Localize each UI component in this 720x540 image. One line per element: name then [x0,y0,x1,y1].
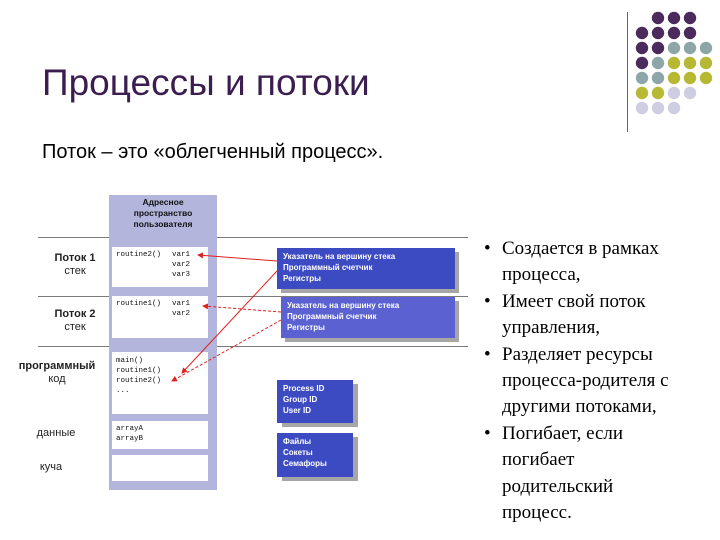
stack2-var: var2 [172,310,191,318]
bullet-line: процесса-родителя с [502,370,669,392]
thread1-label-line: стек [64,265,86,277]
bullet-line: управления, [502,317,601,339]
code-label-line: программный [18,360,96,372]
decorative-dot [668,87,680,99]
stack1-routine: routine2() [116,251,162,259]
stack2-var: var1 [172,300,191,308]
page-subtitle: Поток – это «облегченный процесс». [42,141,384,163]
process-info-line: User ID [283,406,312,415]
resources-line: Сокеты [283,448,313,457]
decorative-dot [636,27,648,39]
page-title: Процессы и потоки [42,62,370,103]
decorative-dot [652,57,664,69]
decorative-dot [652,42,664,54]
address-space-title-line: Адресное [142,197,184,207]
bullet-item [480,342,710,421]
decorative-dot [668,72,680,84]
decorative-dot [684,27,696,39]
bullet-line: процесса, [502,264,581,286]
data-line: arrayA [116,425,144,433]
thread2-label-line: стек [64,321,86,333]
bullet-line: погибает [502,449,575,471]
code-line: main() [116,357,144,365]
thread1-box-line: Регистры [283,274,321,283]
bullet-line: Имеет свой поток [502,290,646,312]
bullet-marker: • [484,343,491,365]
bullet-list [480,236,710,526]
stack2-routine: routine1() [116,300,162,308]
decorative-dot [668,12,680,24]
thread1-label-line: Поток 1 [54,252,96,264]
decorative-dot [652,102,664,114]
thread2-box-line: Указатель на вершину стека [287,301,400,310]
stack1-var: var1 [172,251,191,259]
thread1-box-line: Программный счетчик [283,263,373,272]
bullet-line: процесс. [502,502,572,524]
decorative-dot [652,12,664,24]
decorative-dot [700,72,712,84]
arrow-thread1-code [182,271,277,373]
decorative-dot [684,42,696,54]
code-label-line: код [48,373,66,385]
stack1-var: var2 [172,261,191,269]
process-info-line: Process ID [283,384,325,393]
decorative-dot [652,27,664,39]
decorative-dot [668,27,680,39]
thread2-box-line: Регистры [287,323,325,332]
decorative-dot [636,72,648,84]
decorative-dot [684,12,696,24]
arrow-thread2-code [172,320,281,381]
address-space-title-line: пользователя [133,219,193,229]
resources-line: Семафоры [283,459,327,468]
resources-line: Файлы [283,437,312,446]
decorative-dot [700,57,712,69]
thread1-box-line: Указатель на вершину стека [283,252,396,261]
decorative-dot [636,57,648,69]
decorative-dot [684,57,696,69]
header-divider-line [627,12,628,132]
decorative-dot [636,102,648,114]
data-line: arrayB [116,435,144,443]
thread2-box-line: Программный счетчик [287,312,377,321]
bullet-item [480,236,710,289]
bullet-line: родительский [502,475,614,497]
bullet-marker: • [484,290,491,312]
heap-label: куча [39,461,63,473]
bullet-line: другими потоками, [502,396,657,418]
decorative-dot [636,87,648,99]
decorative-dot [652,72,664,84]
bullet-marker: • [484,238,491,259]
decorative-dot [684,87,696,99]
decorative-dot [668,42,680,54]
data-label: данные [36,427,76,439]
process-info-line: Group ID [283,395,318,404]
decorative-dot [636,42,648,54]
code-line: routine1() [116,367,162,375]
address-space-title-line: пространство [133,208,193,218]
bullet-marker: • [484,422,491,444]
stack1-var: var3 [172,271,191,279]
decorative-dot [684,72,696,84]
bullet-item [480,421,710,527]
decorative-dot [700,42,712,54]
bullet-item [480,289,710,342]
bullet-line: Создается в рамках [502,238,659,259]
arrow-thread1-stack [198,255,277,261]
decorative-dot [652,87,664,99]
bullet-line: Погибает, если [502,422,624,444]
bullet-line: Разделяет ресурсы [502,343,653,365]
thread2-label-line: Поток 2 [54,308,96,320]
code-line: routine2() [116,377,162,385]
decorative-dot [668,57,680,69]
code-line: ... [116,387,130,395]
decorative-dot [668,102,680,114]
